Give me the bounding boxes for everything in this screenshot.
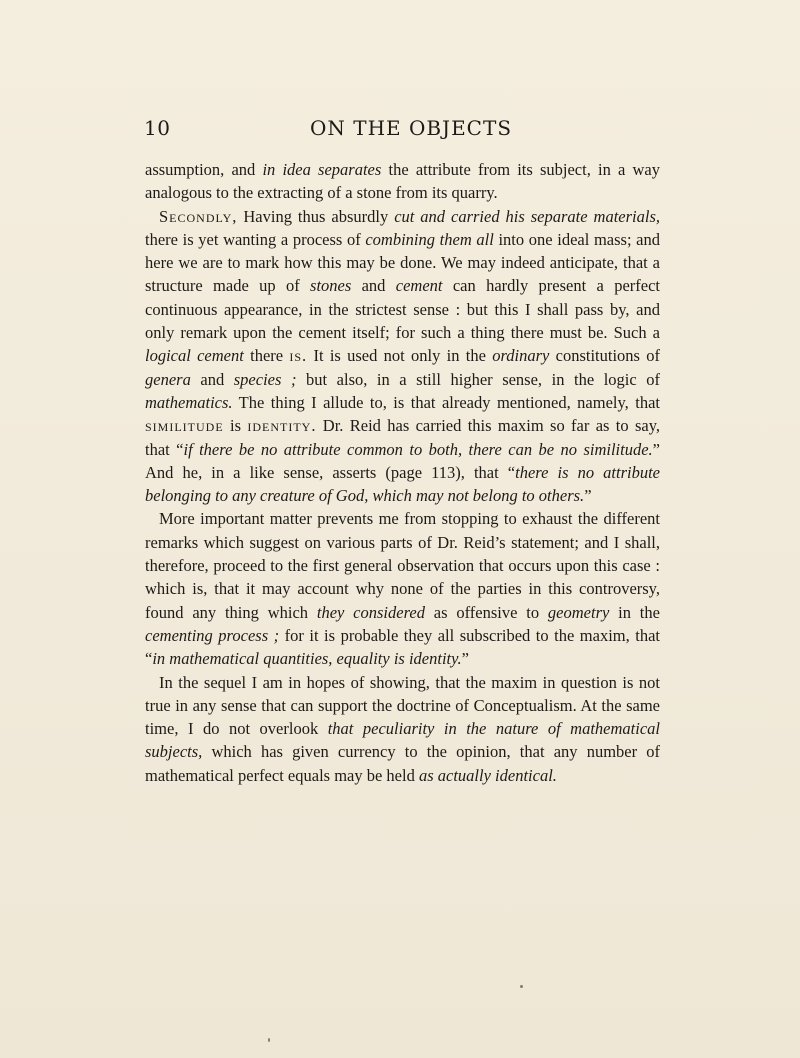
italic-text: they considered: [316, 602, 425, 622]
text-run: for it is probable they all subscribed to the maxim, that “: [145, 625, 660, 669]
text-run: the attribute from its subject, in a way analogous to the extracting of a stone from its quarry.: [145, 160, 660, 203]
italic-text: there is no attribute belonging to any creature of God, which may not belong to others.: [145, 462, 660, 506]
small-caps-text: identity.: [247, 416, 317, 436]
italic-text: as actually identical.: [418, 765, 557, 785]
paragraph-p1: [145, 158, 660, 205]
italic-text: cementing process ;: [145, 625, 280, 645]
italic-text: geometry: [547, 602, 610, 622]
text-run: constitutions of: [549, 346, 660, 366]
text-run: but also, in a still higher sense, in the logic of: [296, 369, 660, 389]
running-head: ON THE OBJECTS: [309, 116, 513, 140]
text-run: which has given currency to the opinion, that any number of mathematical perfect equals may be held: [145, 742, 660, 785]
text-run: ”: [461, 649, 469, 669]
italic-text: in idea separates: [262, 160, 382, 179]
text-run: In the sequel I am in hopes of showing, that the maxim in question is not true in any sense that can support the doctrine of Conceptualism. At the same time, I do not overlook: [145, 672, 660, 739]
text-run: Having thus absurdly: [237, 206, 395, 226]
text-run: and: [351, 276, 396, 296]
text-run: It is used not only in the: [307, 346, 493, 366]
text-run: Dr. Reid has carried this maxim so far as to say, that “: [145, 416, 660, 459]
text-run: The thing I allude to, is that already mentioned, namely, that: [232, 392, 660, 412]
italic-text: stones: [310, 276, 352, 296]
paper-speck: [268, 1038, 270, 1042]
paragraph-p2: [145, 205, 660, 508]
italic-text: if there be no attribute common to both, there can be no similitude.: [183, 439, 653, 459]
paragraph-p4: [145, 671, 660, 787]
small-caps-text: similitude: [145, 416, 224, 436]
text-run: is: [223, 416, 248, 436]
italic-text: combining them all: [365, 229, 494, 249]
text-run: ” And he, in a like sense, asserts (page 113), that “: [145, 439, 660, 482]
italic-text: cut and carried his separate materials,: [394, 206, 660, 226]
text-run: into one ideal mass; and here we are to mark how this may be done. We may indeed anticipate, that a structure made up of: [145, 229, 660, 296]
text-run: can hardly present a perfect continuous appearance, in the strictest sense : but this I shall pass by, and only remark upon the cement itself; for such a thing there must be. Such a: [145, 276, 660, 343]
text-run: ”: [584, 486, 592, 506]
text-run: as offensive to: [424, 602, 548, 622]
body-text: [145, 158, 660, 787]
paper-speck: [520, 985, 523, 988]
italic-text: species ;: [233, 369, 297, 389]
text-run: More important matter prevents me from stopping to exhaust the different remarks which suggest on various parts of Dr. Reid’s statement; and I shall, therefore, proceed to the first general observation that occurs upon this case : which is, that it may account why none of the parties in this controversy, found any thing which: [145, 509, 660, 622]
italic-text: logical cement: [145, 346, 244, 366]
italic-text: mathematics.: [145, 392, 233, 412]
paragraph-p3: [145, 507, 660, 670]
text-run: in the: [609, 602, 660, 622]
text-run: there is yet wanting a process of: [145, 229, 366, 249]
text-run: there: [243, 346, 290, 366]
page-header: [144, 116, 660, 142]
italic-text: ordinary: [492, 346, 550, 366]
text-run: and: [190, 369, 234, 389]
text-run: assumption, and: [145, 160, 263, 179]
small-caps-text: is.: [289, 346, 308, 366]
italic-text: cement: [395, 276, 443, 296]
page-number: 10: [144, 116, 171, 140]
italic-text: genera: [145, 369, 191, 389]
italic-text: in mathematical quantities, equality is identity.: [152, 649, 462, 669]
italic-text: that peculiarity in the nature of mathematical subjects,: [145, 719, 660, 762]
small-caps-text: Secondly,: [159, 206, 238, 226]
